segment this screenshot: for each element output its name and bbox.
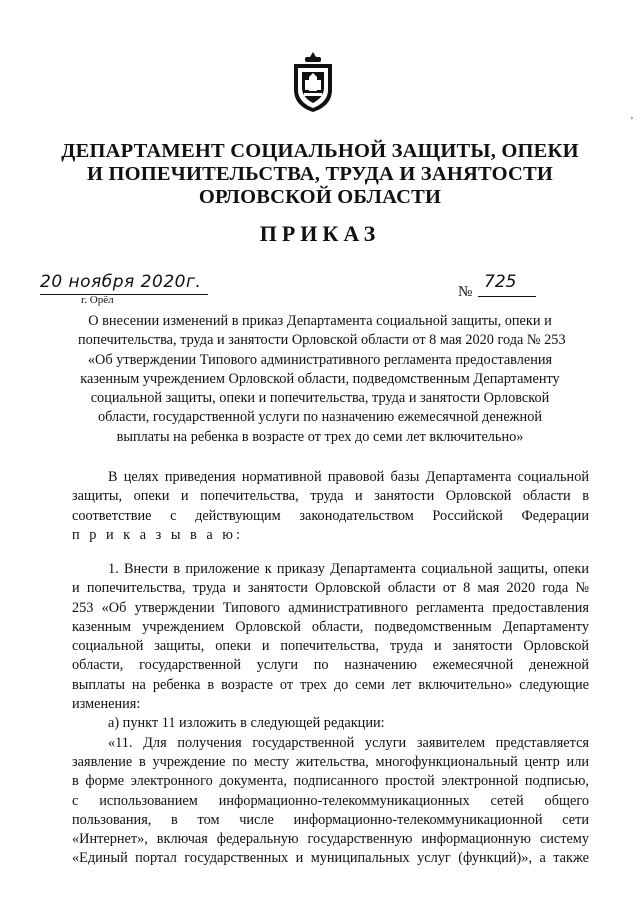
body-line: выплаты на ребенка в возрасте от трех до семи лет включительно» следующие bbox=[72, 676, 589, 693]
subject-line: казенным учреждением Орловской области, подведомственным Департаменту bbox=[80, 370, 560, 387]
body-line: казенным учреждением Орловской области, подведомственным Департаменту bbox=[72, 618, 589, 635]
subject-line: выплаты на ребенка в возрасте от трех до семи лет включительно» bbox=[116, 428, 524, 445]
body-line: 253 «Об утверждении Типового административного регламента предоставления bbox=[72, 599, 589, 616]
city-label: г. Орёл bbox=[81, 294, 114, 306]
body-line: социальной защиты, опеки и попечительства, труда и занятости Орловской bbox=[72, 638, 589, 655]
body-line: изменения: bbox=[72, 696, 141, 713]
order-verb: п р и к а з ы в а ю: bbox=[72, 526, 243, 543]
number-label: № bbox=[458, 284, 473, 300]
handwritten-number: 725 bbox=[484, 272, 517, 292]
body-line: защиты, опеки и попечительства, труда и занятости Орловской области в bbox=[72, 488, 589, 505]
subject-line: социальной защиты, опеки и попечительства, труда и занятости Орловской bbox=[90, 390, 550, 407]
org-line: И ПОПЕЧИТЕЛЬСТВА, ТРУДА И ЗАНЯТОСТИ bbox=[86, 163, 554, 185]
document-type-title: ПРИКАЗ bbox=[259, 221, 381, 246]
subject-line: «Об утверждении Типового административного регламента предоставления bbox=[87, 351, 553, 368]
quote-line: «11. Для получения государственной услуги заявителем представляется bbox=[108, 734, 589, 751]
item-1-paragraph bbox=[72, 560, 589, 869]
order-subject bbox=[78, 312, 566, 447]
quote-line: «Интернет», включая федеральную государственную информационную систему bbox=[72, 831, 589, 848]
date-underline bbox=[40, 294, 208, 295]
organization-name bbox=[60, 140, 580, 209]
body-line: и попечительства, труда и занятости Орловской области от 8 мая 2020 года № bbox=[72, 580, 589, 597]
quote-line: пользования, в том числе информационно-телекоммуникационной сети bbox=[72, 811, 589, 828]
quote-line: в форме электронного документа, подписанного простой электронной подписью, bbox=[72, 773, 589, 790]
preamble-paragraph bbox=[72, 468, 589, 545]
subitem-a: а) пункт 11 изложить в следующей редакции: bbox=[108, 715, 385, 732]
body-line: 1. Внести в приложение к приказу Департамента социальной защиты, опеки bbox=[108, 561, 589, 577]
subject-line: попечительства, труда и занятости Орловской области от 8 мая 2020 года № 253 bbox=[78, 332, 566, 349]
body-line: соответствие с действующим законодательством Российской Федерации bbox=[72, 507, 589, 524]
body-line: В целях приведения нормативной правовой базы Департамента социальной bbox=[108, 469, 589, 485]
handwritten-date: 20 ноября 2020г. bbox=[40, 272, 202, 292]
subject-line: О внесении изменений в приказ Департамента социальной защиты, опеки и bbox=[88, 313, 552, 329]
org-line: ДЕПАРТАМЕНТ СОЦИАЛЬНОЙ ЗАЩИТЫ, ОПЕКИ bbox=[61, 140, 579, 162]
number-underline bbox=[478, 296, 536, 297]
org-line: ОРЛОВСКОЙ ОБЛАСТИ bbox=[198, 186, 442, 208]
margin-mark: ’ bbox=[630, 115, 634, 127]
quote-line: заявление в учреждение по месту жительства, многофункциональный центр или bbox=[72, 753, 589, 770]
quote-line: с использованием информационно-телекоммуникационных сетей общего bbox=[72, 792, 589, 809]
body-line: области, государственной услуги по назначению ежемесячной денежной bbox=[72, 657, 589, 674]
coat-of-arms-emblem bbox=[290, 50, 336, 114]
subject-line: области, государственной услуги по назначению ежемесячной денежной bbox=[97, 409, 543, 426]
quote-line: «Единый портал государственных и муниципальных услуг (функций)», а также bbox=[72, 850, 589, 867]
